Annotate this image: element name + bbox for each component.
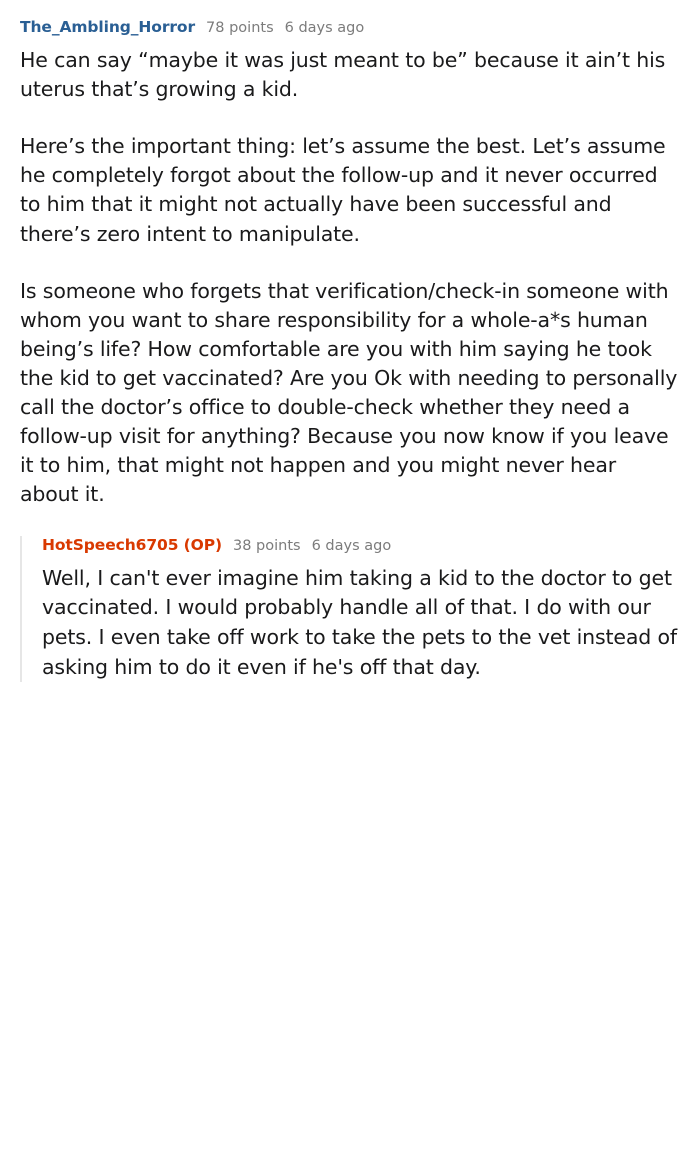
reply-body	[42, 564, 680, 683]
comment-paragraph: He can say “maybe it was just meant to be” because it ain’t his uterus that’s growing a kid.	[20, 48, 666, 102]
reply-score: 38 points	[232, 537, 301, 554]
comment-paragraph: Here’s the important thing: let’s assume the best. Let’s assume he completely forgot about the follow-up and it never occurred to him that it might not actually have been successful and there’s zero intent to manipulate.	[20, 134, 666, 246]
comment-score: 78 points	[206, 20, 274, 36]
reply-comment	[20, 536, 680, 683]
reply-header	[42, 536, 680, 554]
comment-header	[20, 18, 680, 36]
reply-author-link[interactable]: HotSpeech6705 (OP)	[42, 535, 222, 554]
comment	[20, 18, 680, 682]
reply-timestamp: 6 days ago	[311, 537, 392, 554]
reply-paragraph: Well, I can't ever imagine him taking a kid to the doctor to get vaccinated. I would probably handle all of that. I do with our pets. I even take off work to take the pets to the vet instead of asking him to do it even if he's off that day.	[42, 565, 677, 679]
comment-body	[20, 46, 680, 510]
comment-timestamp: 6 days ago	[284, 20, 365, 36]
comment-paragraph: Is someone who forgets that verification/check-in someone with whom you want to share responsibility for a whole-a*s human being’s life? How comfortable are you with him saying he took the kid to get vaccinated? Are you Ok with needing to personally call the doctor’s office to double-check whether they need a follow-up visit for anything? Because you now know if you leave it to him, that might not happen and you might never hear about it.	[20, 278, 678, 507]
comment-author-link[interactable]: The_Ambling_Horror	[20, 18, 196, 36]
